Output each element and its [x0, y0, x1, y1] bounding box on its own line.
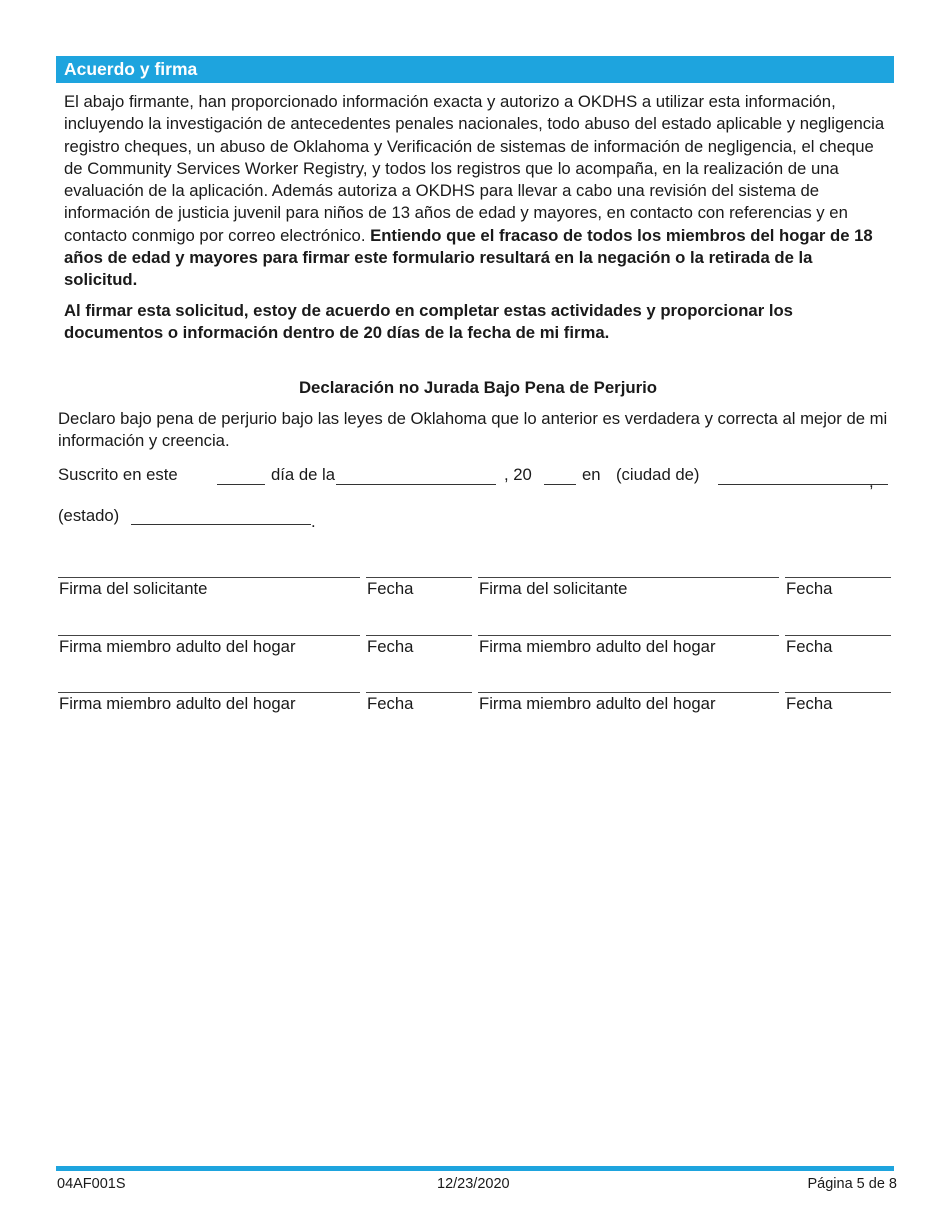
household-date-line-4[interactable]	[785, 692, 891, 693]
applicant-signature-label: Firma del solicitante	[59, 579, 208, 598]
applicant-date-line-2[interactable]	[785, 577, 891, 578]
household-date-label: Fecha	[367, 637, 414, 656]
year-field[interactable]	[544, 484, 576, 485]
household-signature-label: Firma miembro adulto del hogar	[479, 637, 716, 656]
footer-divider	[56, 1166, 894, 1171]
household-signature-label: Firma miembro adulto del hogar	[479, 694, 716, 713]
state-period: .	[311, 512, 316, 531]
state-label: (estado)	[58, 506, 120, 525]
state-field[interactable]	[131, 524, 311, 525]
household-date-label: Fecha	[786, 637, 833, 656]
household-date-label: Fecha	[786, 694, 833, 713]
household-date-line-2[interactable]	[785, 635, 891, 636]
household-signature-line-2[interactable]	[478, 635, 779, 636]
in-label: en	[582, 465, 601, 484]
city-label: (ciudad de)	[616, 465, 700, 484]
declaration-title: Declaración no Jurada Bajo Pena de Perjurio	[298, 378, 658, 397]
page-number: Página 5 de 8	[807, 1176, 897, 1192]
day-field[interactable]	[217, 484, 265, 485]
household-signature-label: Firma miembro adulto del hogar	[59, 637, 296, 656]
household-signature-line-4[interactable]	[478, 692, 779, 693]
agreement-commitment: Al firmar esta solicitud, estoy de acuerdo en completar estas actividades y proporcionar los documentos o información dentro de 20 días de la fecha de mi firma.	[64, 301, 793, 343]
agreement-paragraph	[64, 91, 890, 292]
city-field[interactable]	[718, 484, 888, 485]
city-comma: ,	[869, 472, 874, 491]
year-prefix-label: , 20	[504, 465, 532, 484]
household-date-label: Fecha	[367, 694, 414, 713]
day-of-label: día de la	[271, 465, 336, 484]
subscribed-label: Suscrito en este	[58, 465, 178, 484]
revision-date: 12/23/2020	[437, 1176, 510, 1192]
applicant-signature-line-1[interactable]	[58, 577, 360, 578]
household-signature-label: Firma miembro adulto del hogar	[59, 694, 296, 713]
co-applicant-date-label: Fecha	[786, 579, 833, 598]
section-header: Acuerdo y firma	[56, 56, 894, 83]
applicant-signature-line-2[interactable]	[478, 577, 779, 578]
household-signature-line-1[interactable]	[58, 635, 360, 636]
agreement-text: El abajo firmante, han proporcionado información exacta y autorizo a OKDHS a utilizar esta información, incluyendo la investigación de antecedentes penales nacionales, todo abuso del estado aplicable y negligencia registro cheques, un abuso de Oklahoma y Verificación de sistemas de información de negligencia, el cheque de Community Services Worker Registry, y todos los registros que lo acompaña, en la realización de una evaluación de la aplicación. Además autoriza a OKDHS para llevar a cabo una revisión del sistema de información de justicia juvenil para niños de 13 años de edad y mayores, en contacto con referencias y en contacto conmigo por correo electrónico.	[64, 92, 885, 245]
month-field[interactable]	[336, 484, 496, 485]
declaration-text: Declaro bajo pena de perjurio bajo las leyes de Oklahoma que lo anterior es verdadera y correcta al mejor de mi información y creencia.	[58, 409, 888, 451]
household-date-line-1[interactable]	[366, 635, 472, 636]
agreement-warning-text: Entiendo que el fracaso de todos los miembros del hogar de 18 años de edad y mayores para firmar este formulario resultará en la negación o la retirada de la solicitud.	[64, 225, 873, 290]
household-signature-line-3[interactable]	[58, 692, 360, 693]
form-id: 04AF001S	[57, 1176, 126, 1192]
household-date-line-3[interactable]	[366, 692, 472, 693]
co-applicant-signature-label: Firma del solicitante	[479, 579, 628, 598]
applicant-date-line-1[interactable]	[366, 577, 472, 578]
applicant-date-label: Fecha	[367, 579, 414, 598]
